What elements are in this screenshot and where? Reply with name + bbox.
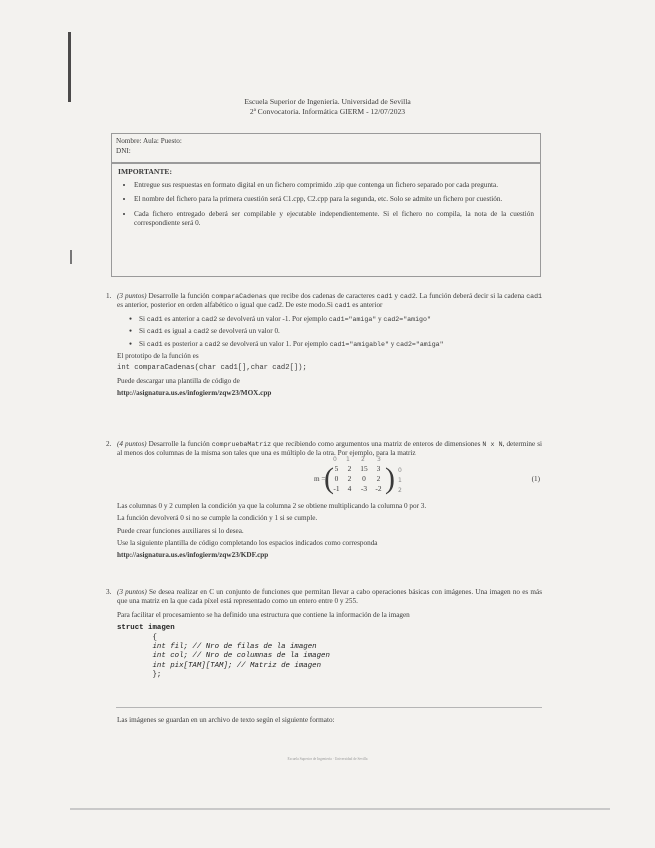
matrix-left-bracket: ( <box>324 461 334 495</box>
struct-code: struct imagen { int fil; // Nro de filas de la imagen int col; // Nro de columnas de la imagen int pix[TAM][TAM]; // Matriz de imagen }; <box>117 624 330 680</box>
question-number: 3. <box>106 588 112 596</box>
question-number: 1. <box>106 292 112 300</box>
question-2-intro: (4 puntos) Desarrolle la función compruebaMatriz que recibiendo como argumentos una matriz de enteros de dimensiones N x N, determine si al menos dos columnas de la misma son tales que una es múltiplo de la otra. Por ejemplo, para la matriz <box>117 440 542 458</box>
question-2 <box>106 440 542 561</box>
student-info-box <box>111 133 541 163</box>
important-box <box>111 163 541 277</box>
important-title: IMPORTANTE: <box>118 167 173 176</box>
matrix-cells <box>330 464 385 494</box>
question-1 <box>106 292 543 399</box>
question-3 <box>106 588 542 681</box>
question-2-text: Las columnas 0 y 2 cumplen la condición ya que la columna 2 se obtiene multiplicando la columna 0 por 3. <box>117 501 427 510</box>
important-list <box>118 181 534 229</box>
matrix-cell: -2 <box>375 483 382 493</box>
handwritten-index: 0 <box>333 455 337 463</box>
case-item: ● Si cad1 es anterior a cad2 se devolverá un valor -1. Por ejemplo cad1="amiga" y cad2="amigo" <box>129 315 542 324</box>
matrix-cell: 0 <box>334 473 339 483</box>
matrix-cell: 4 <box>347 483 352 493</box>
question-1-intro: (3 puntos) Desarrolle la función comparaCadenas que recibe dos cadenas de caracteres cad1 y cad2. La función deberá decir si la cadena cad1 es anterior, posterior en orden alfabético o igual que cad2. De este modo.Si cad1 es anterior <box>117 292 543 310</box>
handwritten-index: 3 <box>377 455 381 463</box>
question-3-after: Las imágenes se guardan en un archivo de texto según el siguiente formato: <box>117 716 335 724</box>
question-2-text: Use la siguiente plantilla de código completando los espacios indicados como corresponda <box>117 539 378 548</box>
important-item: • El nombre del fichero para la primera cuestión será C1.cpp, C2.cpp para la segunda, etc. Solo se admite un fichero por cuestión. <box>134 195 534 205</box>
student-id-line: DNI: <box>116 147 131 155</box>
case-item: ● Si cad1 es posterior a cad2 se devolverá un valor 1. Por ejemplo cad1="amigable" y cad2="amiga" <box>129 340 542 349</box>
matrix-cell: 15 <box>360 463 368 473</box>
page-footer: Escuela Superior de Ingeniería · Universidad de Sevilla <box>287 757 368 761</box>
equation-number: (1) <box>531 474 540 483</box>
matrix-cell: 2 <box>376 473 381 483</box>
section-divider <box>116 707 542 708</box>
matrix-cell: 0 <box>362 473 366 483</box>
matrix-cell: 3 <box>376 463 381 473</box>
template-url: http://asignatura.us.es/infogierm/zqw23/KDF.cpp <box>117 551 269 560</box>
matrix-cell: 5 <box>334 463 339 473</box>
scan-margin-mark <box>70 250 72 264</box>
important-item: • Entregue sus respuestas en formato digital en un fichero comprimido .zip que contenga un fichero separado por cada pregunta. <box>134 181 534 191</box>
matrix-cell: 2 <box>347 473 352 483</box>
question-1-cases <box>129 315 542 349</box>
question-3-text: Para facilitar el procesamiento se ha definido una estructura que contiene la información de la imagen <box>117 610 410 619</box>
question-3-intro: (3 puntos) Se desea realizar en C un conjunto de funciones que permitan llevar a cabo operaciones básicas con imágenes. Una imagen no es más que una matriz en la que cada píxel está representado como un entero entre 0 y 255. <box>117 588 542 606</box>
prototype-code: int comparaCadenas(char cad1[],char cad2[]); <box>117 364 307 373</box>
handwritten-index: 1 <box>398 476 402 484</box>
matrix-equation <box>117 455 542 499</box>
handwritten-index: 0 <box>398 466 402 474</box>
matrix-cell: -1 <box>333 483 340 493</box>
scan-edge-mark <box>68 32 71 102</box>
student-name-line: Nombre: Aula: Puesto: <box>116 137 182 145</box>
handwritten-index: 1 <box>346 455 350 463</box>
header-institution: Escuela Superior de Ingeniería. Universidad de Sevilla <box>244 97 411 106</box>
header-call: 2ª Convocatoria. Informática GIERM - 12/07/2023 <box>249 107 406 116</box>
download-text: Puede descargar una plantilla de código de <box>117 376 240 385</box>
question-2-text: La función devolverá 0 si no se cumple la condición y 1 si se cumple. <box>117 514 318 523</box>
handwritten-index: 2 <box>398 486 402 494</box>
handwritten-index: 2 <box>361 455 365 463</box>
case-item: ● Si cad1 es igual a cad2 se devolverá un valor 0. <box>129 327 542 336</box>
matrix-right-bracket: ) <box>385 461 395 495</box>
matrix-label: m = <box>314 474 326 483</box>
question-2-text: Puede crear funciones auxiliares si lo desea. <box>117 526 244 535</box>
template-url: http://asignatura.us.es/infogierm/zqw23/MOX.cpp <box>117 389 272 398</box>
prototype-label: El prototipo de la función es <box>117 352 199 361</box>
exam-header <box>0 97 655 117</box>
matrix-cell: -3 <box>360 483 368 493</box>
important-item: • Cada fichero entregado deberá ser compilable y ejecutable independientemente. Si el fichero no compila, la nota de la cuestión correspondiente será 0. <box>134 210 534 229</box>
page-bottom-edge <box>70 808 610 810</box>
question-number: 2. <box>106 440 112 448</box>
matrix-cell: 2 <box>347 463 352 473</box>
